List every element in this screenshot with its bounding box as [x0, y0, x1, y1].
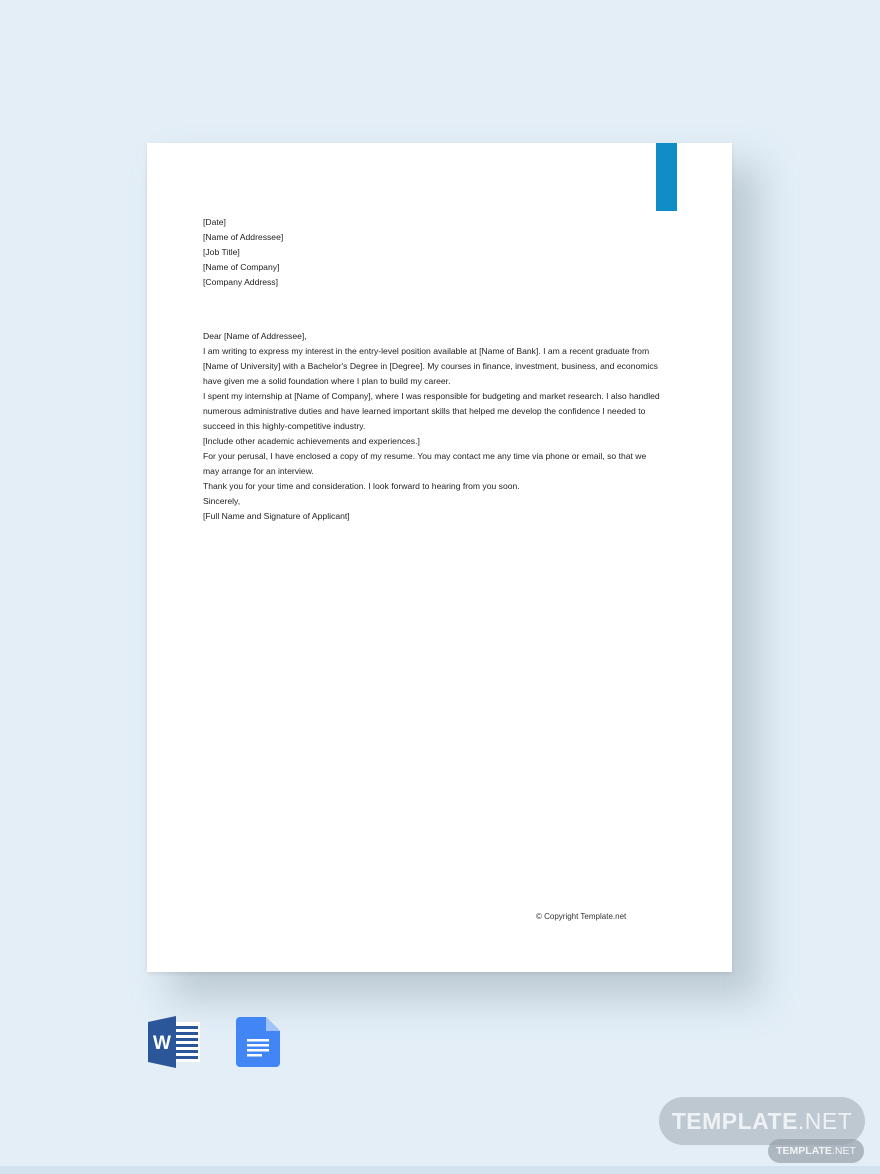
recipient-address	[203, 230, 663, 290]
letter-body	[203, 215, 663, 524]
word-icon[interactable]	[146, 1016, 202, 1068]
paragraph-achievements: [Include other academic achievements and experiences.]	[203, 436, 420, 446]
accent-bar	[656, 143, 677, 211]
recipient-company-address: [Company Address]	[203, 277, 278, 287]
paragraph-thanks: Thank you for your time and consideration. I look forward to hearing from you soon.	[203, 481, 520, 491]
template-net-watermark-small	[768, 1139, 864, 1163]
closing: Sincerely,	[203, 496, 241, 506]
format-icons	[146, 1016, 280, 1068]
template-net-watermark	[659, 1097, 865, 1145]
paragraph-intro: I am writing to express my interest in the entry-level position available at [Name of Bank]. I am a recent graduate from [Name of University] with a Bachelor's Degree in [Degree]. My courses in finance, investment, business, and economics have given me a solid foundation where I plan to build my career.	[203, 346, 658, 386]
paragraph-resume: For your perusal, I have enclosed a copy of my resume. You may contact me any time via phone or email, so that we may arrange for an interview.	[203, 451, 647, 476]
recipient-company: [Name of Company]	[203, 262, 280, 272]
paragraph-internship: I spent my internship at [Name of Company], where I was responsible for budgeting and market research. I also handled numerous administrative duties and have learned important skills that helped me develop the confidence I needed to succeed in this highly-competitive industry.	[203, 391, 660, 431]
watermark-small-bold: TEMPLATE	[776, 1145, 832, 1157]
document-page	[147, 143, 732, 972]
recipient-name: [Name of Addressee]	[203, 232, 284, 242]
watermark-bold: TEMPLATE	[671, 1107, 798, 1134]
watermark-thin: .NET	[797, 1107, 853, 1134]
recipient-job-title: [Job Title]	[203, 247, 240, 257]
bottom-strip	[0, 1166, 880, 1174]
google-docs-icon[interactable]	[236, 1017, 280, 1067]
salutation: Dear [Name of Addressee],	[203, 331, 307, 341]
watermark-small-thin: .NET	[831, 1145, 856, 1157]
svg-text:W: W	[153, 1033, 171, 1054]
copyright-notice: © Copyright Template.net	[536, 912, 627, 921]
signature: [Full Name and Signature of Applicant]	[203, 511, 350, 521]
date-field: [Date]	[203, 217, 226, 227]
